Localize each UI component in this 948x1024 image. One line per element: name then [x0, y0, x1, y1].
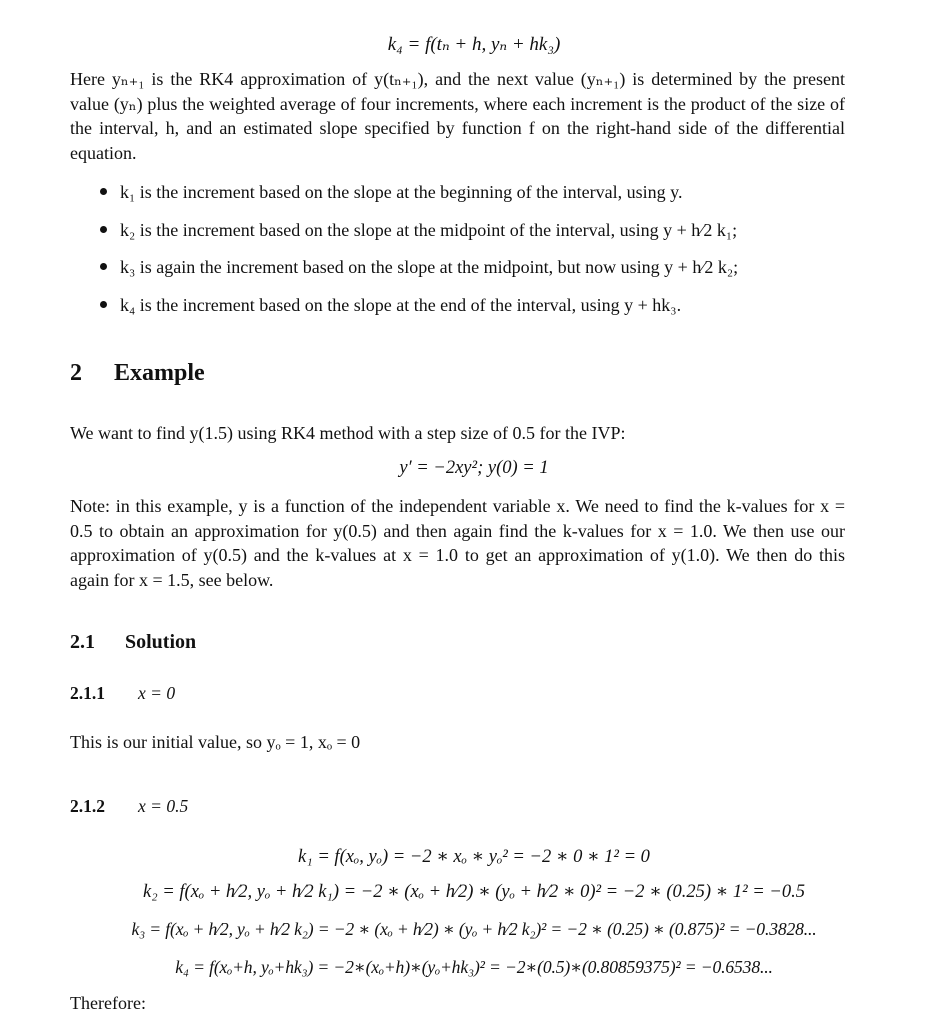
list-item: k₁ is the increment based on the slope at the beginning of the interval, using y. [100, 180, 860, 218]
therefore-text: Therefore: [70, 993, 146, 1013]
subsubsection-title: x = 0 [138, 683, 176, 703]
subsubsection-number: 2.1.1 [70, 683, 105, 703]
subsection-title: Solution [125, 631, 197, 653]
subsubsection-number: 2.1.2 [70, 796, 105, 816]
list-item: k₂ is the increment based on the slope at the midpoint of the interval, using y + h⁄2 k₁; [100, 218, 860, 256]
k2-equation: k₂ = f(xₒ + h⁄2, yₒ + h⁄2 k₁) = −2 ∗ (xₒ + h⁄2) ∗ (yₒ + h⁄2 ∗ 0)² = −2 ∗ (0.25) ∗ 1² = −0.5 [143, 882, 805, 902]
ivp-equation: y′ = −2xy²; y(0) = 1 [399, 458, 549, 478]
bullet-icon [100, 301, 107, 308]
section-number: 2 [70, 360, 82, 386]
k1-equation: k₁ = f(xₒ, yₒ) = −2 ∗ xₒ ∗ yₒ² = −2 ∗ 0 ∗ 1² = 0 [298, 847, 650, 867]
subsubsection-heading-x0 [70, 683, 175, 704]
subsubsection-heading-x05 [70, 796, 188, 817]
subsubsection-title: x = 0.5 [138, 796, 189, 816]
initial-value-text: This is our initial value, so yₒ = 1, xₒ = 0 [70, 732, 361, 752]
example-paragraph: We want to find y(1.5) using RK4 method with a step size of 0.5 for the IVP: [70, 423, 626, 443]
intro-paragraph: Here yₙ₊₁ is the RK4 approximation of y(tₙ₊₁), and the next value (yₙ₊₁) is determined by the present value (yₙ) plus the weighted average of four increments, where each increment is the product of the size of the interval, h, and an estimated slope specified by function f on the right-hand side of the differential equation. [70, 69, 845, 163]
bullet-icon [100, 226, 107, 233]
k4-definition-equation: k₄ = f(tₙ + h, yₙ + hk₃) [387, 34, 561, 55]
k-increments-list [100, 180, 860, 330]
list-item: k₃ is again the increment based on the slope at the midpoint, but now using y + h⁄2 k₂; [100, 255, 860, 293]
subsection-heading-solution [70, 631, 196, 654]
k3-equation: k₃ = f(xₒ + h⁄2, yₒ + h⁄2 k₂) = −2 ∗ (xₒ + h⁄2) ∗ (yₒ + h⁄2 k₂)² = −2 ∗ (0.25) ∗ (0.875)² = −0.3828... [131, 919, 817, 939]
list-item: k₄ is the increment based on the slope at the end of the interval, using y + hk₃. [100, 293, 860, 331]
section-title: Example [114, 360, 205, 386]
note-paragraph: Note: in this example, y is a function of the independent variable x. We need to find the k-values for x = 0.5 to obtain an approximation for y(0.5) and then again find the k-values for x = 1.0. We then use our approximation of y(0.5) and the k-values at x = 1.0 to get an approximation of y(1.0). We then do this again for x = 1.5, see below. [70, 496, 845, 590]
subsection-number: 2.1 [70, 631, 95, 653]
k4-equation: k₄ = f(xₒ+h, yₒ+hk₃) = −2∗(xₒ+h)∗(yₒ+hk₃)² = −2∗(0.5)∗(0.80859375)² = −0.6538... [175, 957, 773, 977]
section-heading-example [70, 360, 205, 387]
bullet-icon [100, 263, 107, 270]
bullet-icon [100, 188, 107, 195]
